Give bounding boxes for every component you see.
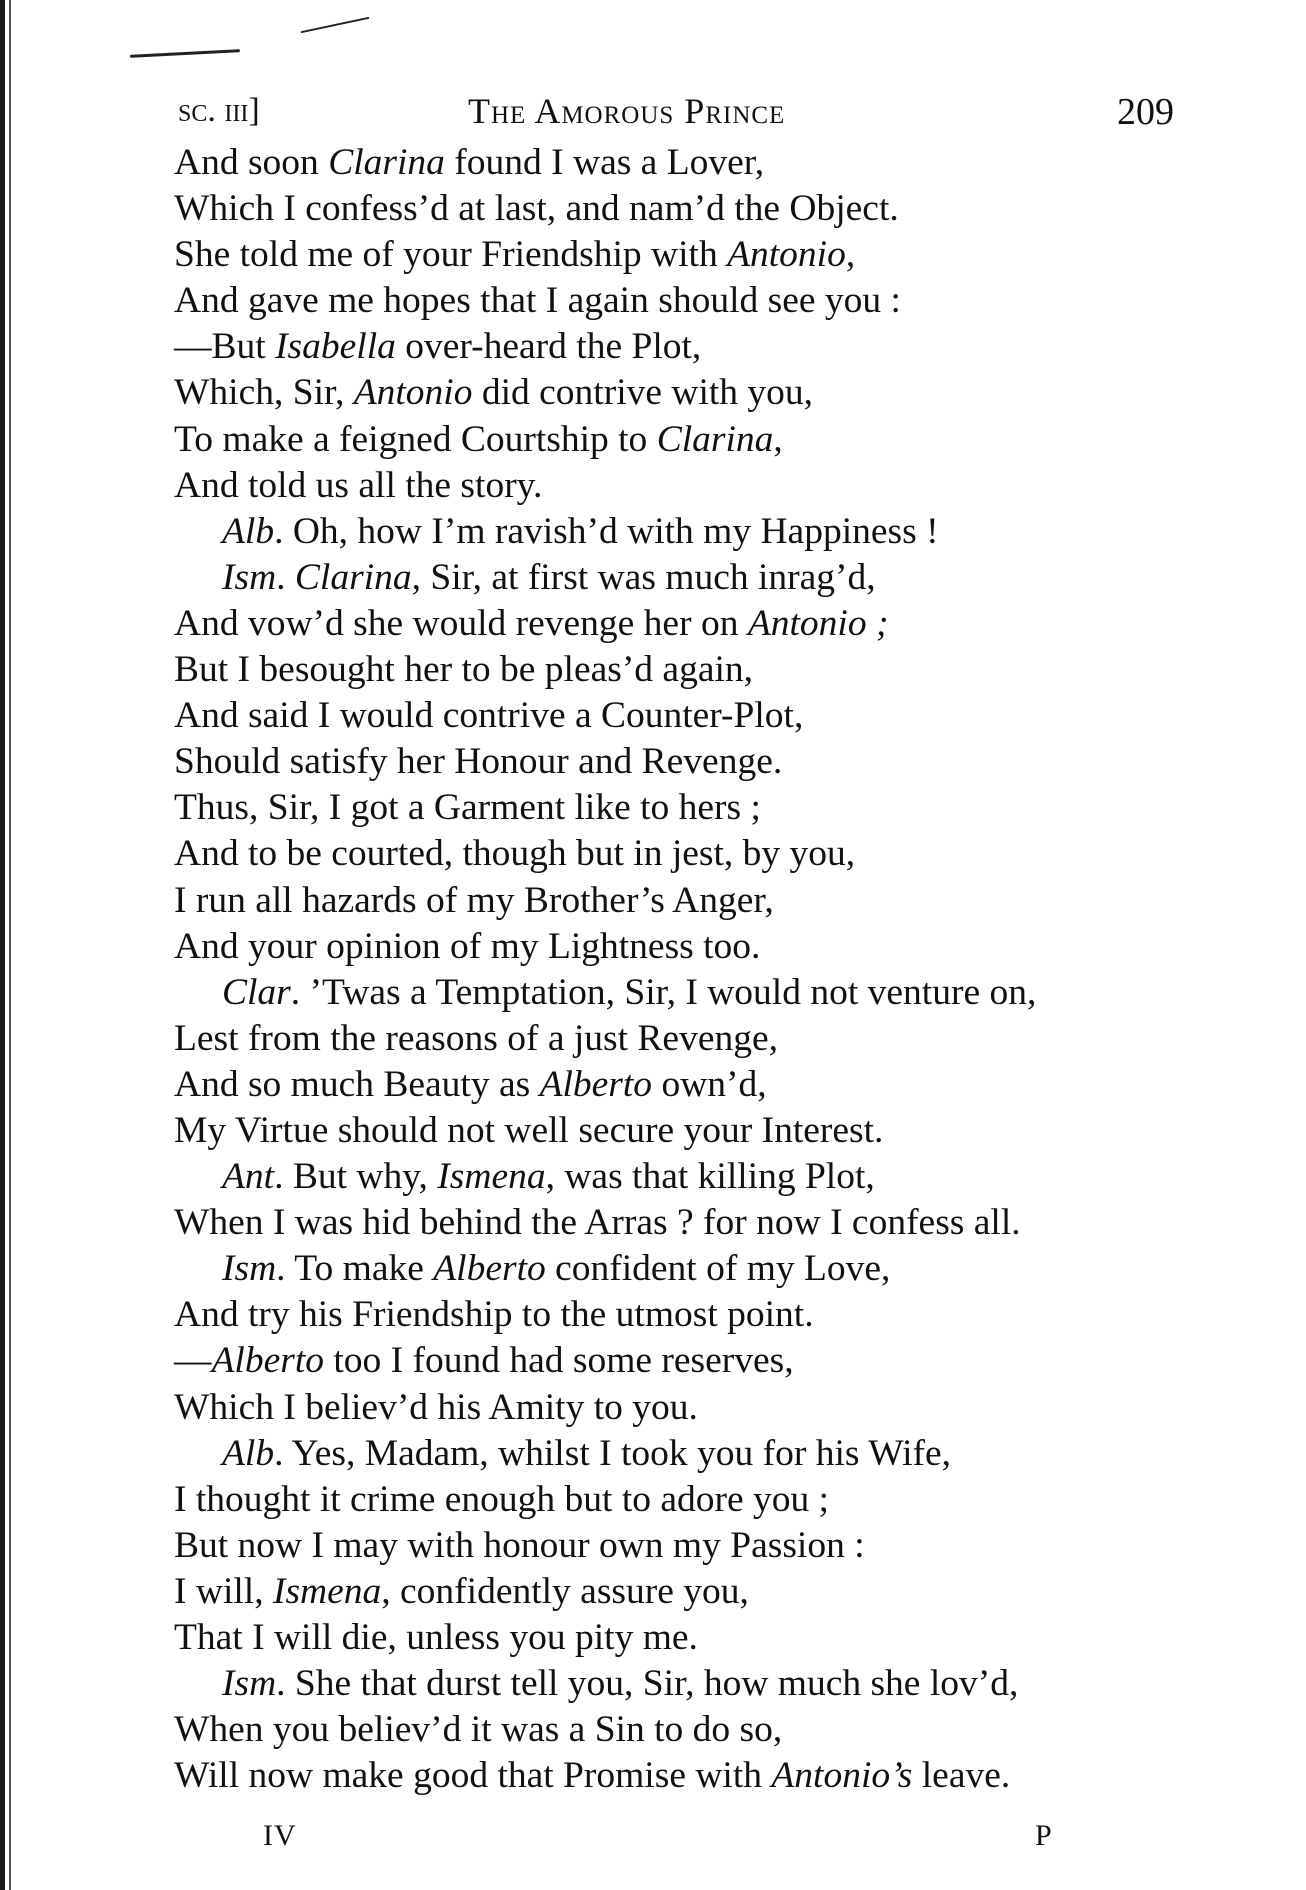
text-run: When I was hid behind the Arras ? for now I confess all. [174, 1202, 1021, 1244]
verse-line [174, 878, 1274, 924]
verse-line [174, 1477, 1274, 1523]
verse-line [174, 785, 1274, 831]
text-run: And try his Friendship to the utmost point. [174, 1294, 814, 1336]
text-run: And soon [174, 142, 329, 183]
text-run: My Virtue should not well secure your Interest. [174, 1109, 884, 1151]
italic-text: Clarina [656, 418, 774, 460]
text-run: confident of my Love, [545, 1248, 891, 1290]
italic-text: Alberto [539, 1063, 653, 1105]
italic-text: Ism [222, 1248, 277, 1290]
text-run: too I found had some reserves, [323, 1340, 794, 1382]
speech-line [174, 1246, 1274, 1292]
italic-text: Clar [222, 971, 291, 1013]
text-run: leave. [912, 1755, 1011, 1797]
text-run: Lest from the reasons of a just Revenge, [174, 1017, 778, 1059]
text-run: I thought it crime enough but to adore you ; [174, 1478, 830, 1520]
text-run: Will now make good that Promise with [174, 1755, 772, 1797]
verse-line [174, 647, 1274, 693]
text-run: And gave me hopes that I again should see you : [174, 280, 901, 322]
text-run: Thus, Sir, I got a Garment like to hers ; [174, 787, 761, 829]
text-run: She told me of your Friendship with [174, 234, 728, 276]
speech-line [174, 970, 1274, 1016]
text-run: . But why, [274, 1156, 438, 1198]
running-header [178, 86, 1178, 134]
italic-text: Ant [222, 1156, 275, 1198]
verse-line [174, 1292, 1274, 1338]
verse-line [174, 324, 1274, 370]
italic-text: Alberto [211, 1340, 324, 1382]
verse-line [174, 186, 1274, 232]
italic-text: Clarina [294, 556, 412, 598]
text-run: , was that killing Plot, [545, 1156, 875, 1198]
ink-smudge [301, 17, 370, 34]
italic-text: Ismena [437, 1156, 546, 1198]
text-run: . Yes, Madam, whilst I took you for his Wife, [274, 1432, 952, 1474]
verse-line [174, 1385, 1274, 1431]
text-run: And told us all the story. [174, 464, 543, 506]
text-run: , Sir, at first was much inrag’d, [411, 556, 876, 598]
text-run: over-heard the Plot, [395, 326, 702, 368]
text-run: — [174, 1340, 212, 1382]
speech-line [174, 509, 1274, 555]
speech-line [174, 1154, 1274, 1200]
text-run: . To make [276, 1248, 434, 1290]
italic-text: Isabella [275, 326, 396, 368]
verse-line [174, 1615, 1274, 1661]
running-title: The Amorous Prince [468, 91, 786, 131]
verse-line [174, 370, 1274, 416]
italic-text: Ism [222, 556, 277, 598]
text-run: . Oh, how I’m ravish’d with my Happiness ! [274, 510, 939, 552]
page-binding-shadow [9, 0, 11, 1890]
text-run: found I was a Lover, [444, 142, 765, 183]
verse-line [174, 1338, 1274, 1384]
text-run: And vow’d she would revenge her on [174, 602, 748, 644]
verse-line [174, 601, 1274, 647]
verse-line [174, 463, 1274, 509]
verse-line [174, 1062, 1274, 1108]
text-run: And so much Beauty as [174, 1063, 540, 1105]
italic-text: Antonio’s [771, 1755, 913, 1797]
verse-line [174, 739, 1274, 785]
text-run: But now I may with honour own my Passion : [174, 1524, 865, 1566]
verse-line [174, 1569, 1274, 1615]
verse-line [174, 1108, 1274, 1154]
verse-line [174, 1707, 1274, 1753]
text-run: Which, Sir, [174, 372, 354, 414]
speech-line [174, 1661, 1274, 1707]
play-text [174, 140, 1274, 1799]
text-run: I will, [174, 1570, 273, 1612]
italic-text: Antonio [353, 372, 473, 414]
text-run: . [276, 556, 295, 598]
text-run: own’d, [652, 1063, 767, 1105]
text-run: And to be courted, though but in jest, by you, [174, 833, 856, 875]
italic-text: Alb [222, 510, 275, 552]
text-run: And your opinion of my Lightness too. [174, 925, 761, 967]
italic-text: Alb [222, 1432, 275, 1474]
verse-line [174, 693, 1274, 739]
italic-text: Antonio [727, 234, 846, 276]
text-run: To make a feigned Courtship to [174, 418, 657, 460]
text-run: But I besought her to be pleas’d again, [174, 649, 754, 691]
verse-line [174, 417, 1274, 463]
gathering-mark: P [1035, 1819, 1052, 1852]
verse-line [174, 1523, 1274, 1569]
verse-line [174, 278, 1274, 324]
text-run: Should satisfy her Honour and Revenge. [174, 741, 783, 783]
page-number: 209 [1117, 91, 1174, 133]
italic-text: Ism [222, 1663, 277, 1705]
text-run: —But [174, 326, 276, 368]
italic-text: Clarina [328, 142, 445, 183]
text-run: , confidently assure you, [381, 1570, 749, 1612]
page-binding-edge [0, 0, 5, 1890]
text-run: And said I would contrive a Counter-Plot, [174, 695, 804, 737]
verse-line [174, 140, 1274, 186]
italic-text: Alberto [433, 1248, 546, 1290]
verse-line [174, 232, 1274, 278]
text-run: That I will die, unless you pity me. [174, 1617, 698, 1658]
verse-line [174, 831, 1274, 877]
text-run: . She that durst tell you, Sir, how much she lov’d, [276, 1663, 1019, 1705]
verse-line [174, 1200, 1274, 1246]
verse-line [174, 924, 1274, 970]
text-run: . ’Twas a Temptation, Sir, I would not venture on, [290, 971, 1037, 1013]
italic-text: Ismena [272, 1570, 382, 1612]
ink-smudge [130, 49, 240, 58]
signature-mark: IV [263, 1819, 297, 1852]
speech-line [174, 1431, 1274, 1477]
text-run: Which I confess’d at last, and nam’d the Object. [174, 188, 899, 230]
text-run: Which I believ’d his Amity to you. [174, 1386, 698, 1428]
scene-marker: sc. iii] [178, 92, 260, 129]
text-run: , [845, 234, 856, 276]
text-run: , [773, 418, 783, 460]
text-run: I run all hazards of my Brother’s Anger, [174, 879, 774, 921]
verse-line [174, 1753, 1274, 1799]
text-run: When you believ’d it was a Sin to do so, [174, 1709, 783, 1751]
text-run: did contrive with you, [472, 372, 814, 414]
speech-line [174, 555, 1274, 601]
italic-text: Antonio ; [747, 602, 889, 644]
verse-line [174, 1016, 1274, 1062]
